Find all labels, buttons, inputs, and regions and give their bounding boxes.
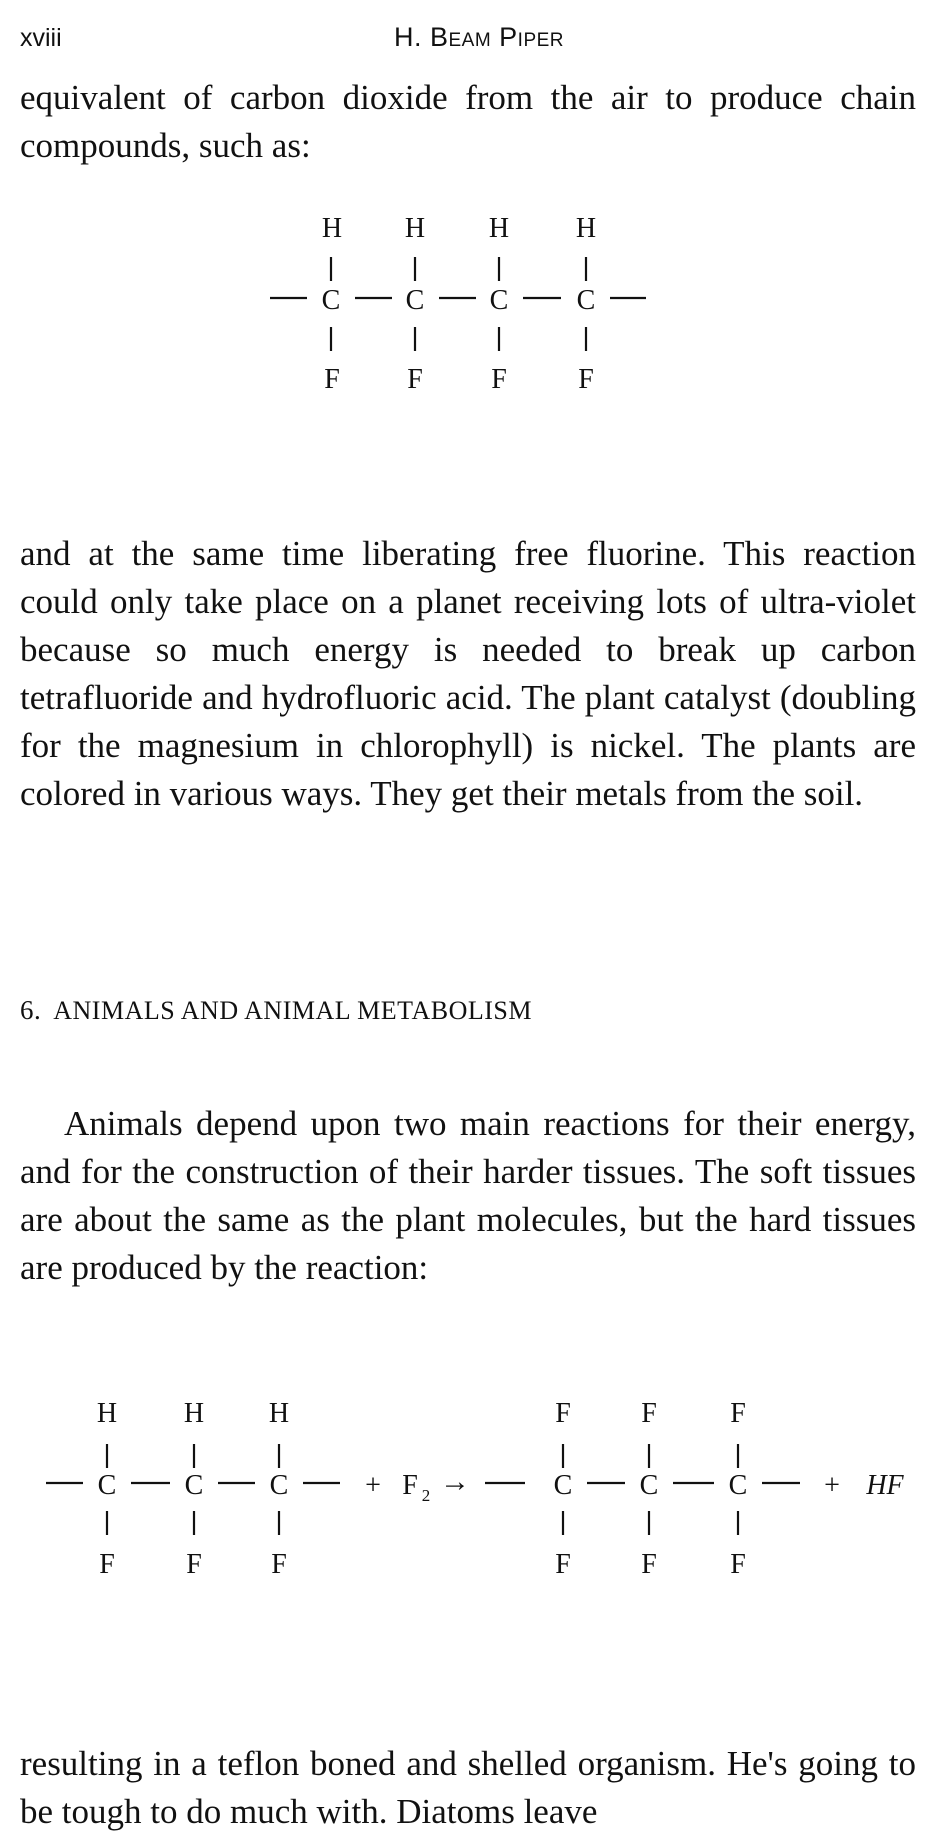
paragraph-animal-reactions: Animals depend upon two main reactions for their energy, and for the construction of their harder tissues. The soft tissues are about the same as the plant molecules, but the hard tissues are produced by the reaction:: [20, 1104, 916, 1287]
section-number: 6.: [20, 995, 42, 1025]
paragraph-teflon: resulting in a teflon boned and shelled organism. He's going to be tough to do much with. Diatoms leave: [20, 1744, 916, 1831]
atom-f: F: [730, 1549, 746, 1580]
atom-c: C: [184, 1470, 204, 1501]
page-number: xviii: [20, 24, 62, 52]
atom-f: F: [271, 1549, 287, 1580]
section-title: ANIMALS AND ANIMAL METABOLISM: [53, 996, 532, 1025]
atom-c: C: [728, 1470, 748, 1501]
atom-h: H: [96, 1398, 118, 1429]
atom-f: F: [186, 1549, 202, 1580]
running-head-author: H. Beam Piper: [393, 22, 565, 52]
atom-f: F: [324, 364, 340, 395]
atom-f: F: [730, 1398, 746, 1429]
hydrogen-fluoride: HF: [866, 1470, 904, 1501]
atom-c: C: [97, 1470, 117, 1501]
atom-c: C: [405, 285, 425, 316]
atom-h: H: [183, 1398, 205, 1429]
atom-h: H: [321, 213, 343, 244]
atom-h: H: [404, 213, 426, 244]
atom-c: C: [321, 285, 341, 316]
atom-c: C: [489, 285, 509, 316]
reaction-arrow: →: [440, 1465, 470, 1498]
paragraph-intro: equivalent of carbon dioxide from the air to produce chain compounds, such as:: [20, 78, 916, 165]
atom-c: C: [269, 1470, 289, 1501]
atom-f: F: [99, 1549, 115, 1580]
section-heading: [20, 995, 532, 1026]
reaction-equation: [0, 1385, 938, 1625]
atom-h: H: [488, 213, 510, 244]
plus-sign: +: [824, 1470, 840, 1501]
plus-sign: +: [365, 1470, 381, 1501]
atom-c: C: [553, 1470, 573, 1501]
atom-f: F: [641, 1549, 657, 1580]
atom-f: F: [578, 364, 594, 395]
fluorine-reagent: F: [402, 1470, 418, 1501]
atom-c: C: [576, 285, 596, 316]
running-head: [20, 18, 918, 58]
atom-f: F: [491, 364, 507, 395]
atom-f: F: [555, 1398, 571, 1429]
atom-h: H: [268, 1398, 290, 1429]
atom-f: F: [555, 1549, 571, 1580]
atom-h: H: [575, 213, 597, 244]
atom-c: C: [639, 1470, 659, 1501]
atom-f: F: [641, 1398, 657, 1429]
reagent-subscript: 2: [421, 1486, 431, 1505]
atom-f: F: [407, 364, 423, 395]
paragraph-plant-reaction: and at the same time liberating free fluorine. This reaction could only take place on a planet receiving lots of ultra-violet because so much energy is needed to break up carbon tetrafluoride and hydrofluoric acid. The plant catalyst (doubling for the magnesium in chlorophyll) is nickel. The plants are colored in various ways. They get their metals from the soil.: [20, 534, 916, 813]
